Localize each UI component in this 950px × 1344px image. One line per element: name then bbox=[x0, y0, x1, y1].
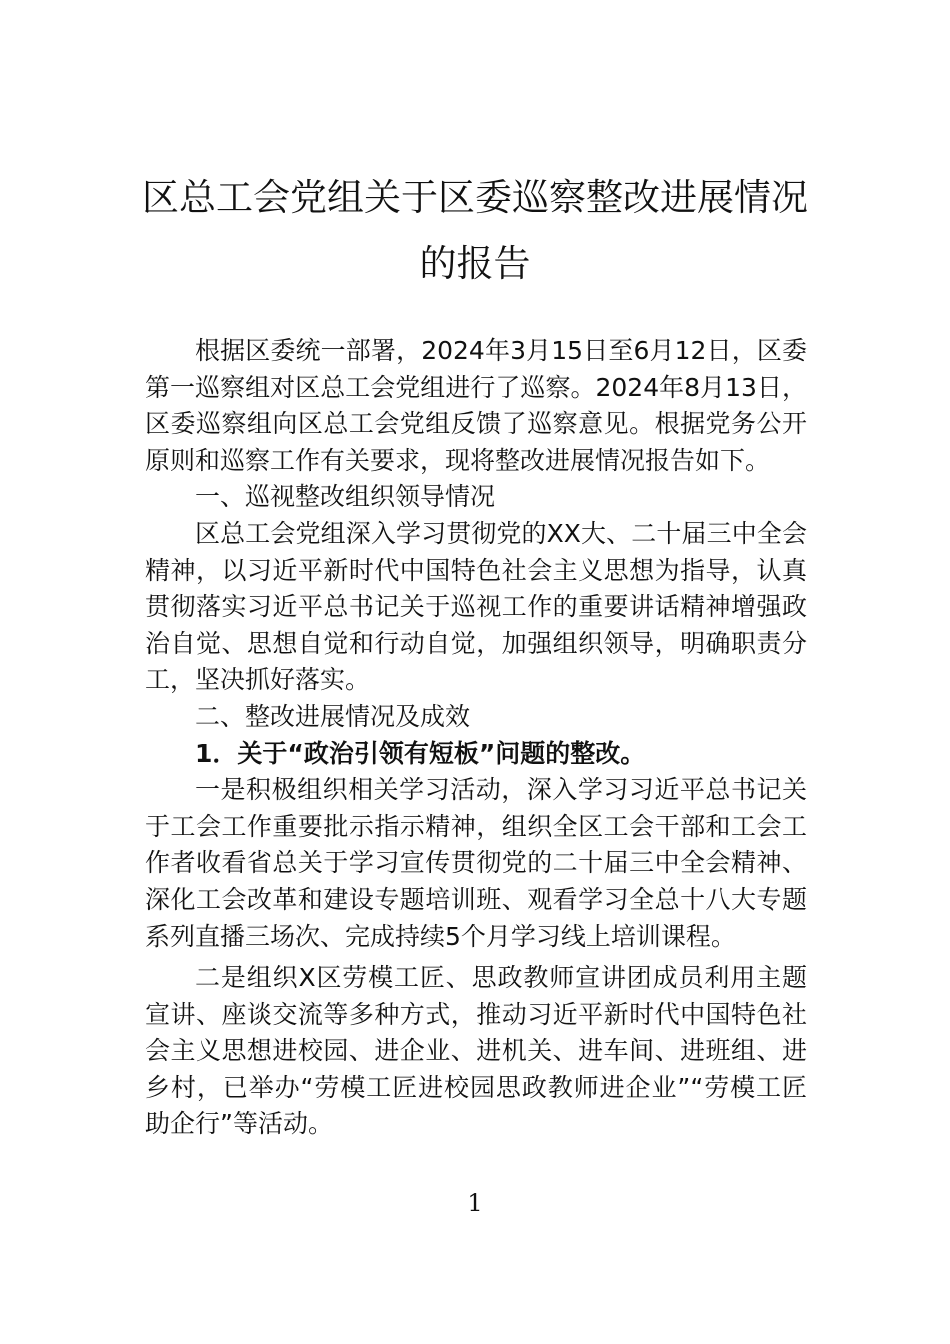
document-title-line-2: 的报告 bbox=[419, 242, 531, 285]
intro-paragraph: 根据区委统一部署，2024年3月15日至6月12日，区委第一巡察组对区总工会党组进行了巡察。2024年8月13日，区委巡察组向区总工会党组反馈了巡察意见。根据党务公开原则和巡察工作有关要求，现将整改进展情况报告如下。 bbox=[145, 336, 807, 475]
document-title-line-1: 区总工会党组关于区委巡察整改进展情况 bbox=[142, 176, 808, 219]
section-1-heading: 一、巡视整改组织领导情况 bbox=[195, 482, 496, 512]
section-1-paragraph: 区总工会党组深入学习贯彻党的XX大、二十届三中全会精神，以习近平新时代中国特色社会主义思想为指导，认真贯彻落实习近平总书记关于巡视工作的重要讲话精神增强政治自觉、思想自觉和行动自觉，加强组织领导，明确职责分工，坚决抓好落实。 bbox=[145, 518, 807, 695]
page-number: 1 bbox=[467, 1189, 483, 1217]
section-2-heading: 二、整改进展情况及成效 bbox=[195, 701, 471, 731]
item-1-paragraph-2: 二是组织X区劳模工匠、思政教师宣讲团成员利用主题宣讲、座谈交流等多种方式，推动习近平新时代中国特色社会主义思想进校园、进企业、进机关、进车间、进班组、进乡村，已举办“劳模工匠进校园思政教师进企业”“劳模工匠助企行”等活动。 bbox=[145, 963, 807, 1139]
document-body bbox=[145, 333, 807, 1143]
item-1-heading: 1．关于“政治引领有短板”问题的整改。 bbox=[195, 738, 646, 768]
item-1-paragraph-1: 一是积极组织相关学习活动，深入学习习近平总书记关于工会工作重要批示指示精神，组织全区工会干部和工会工作者收看省总关于学习宣传贯彻党的二十届三中全会精神、深化工会改革和建设专题培训班、观看学习全总十八大专题系列直播三场次、完成持续5个月学习线上培训课程。 bbox=[145, 775, 807, 951]
